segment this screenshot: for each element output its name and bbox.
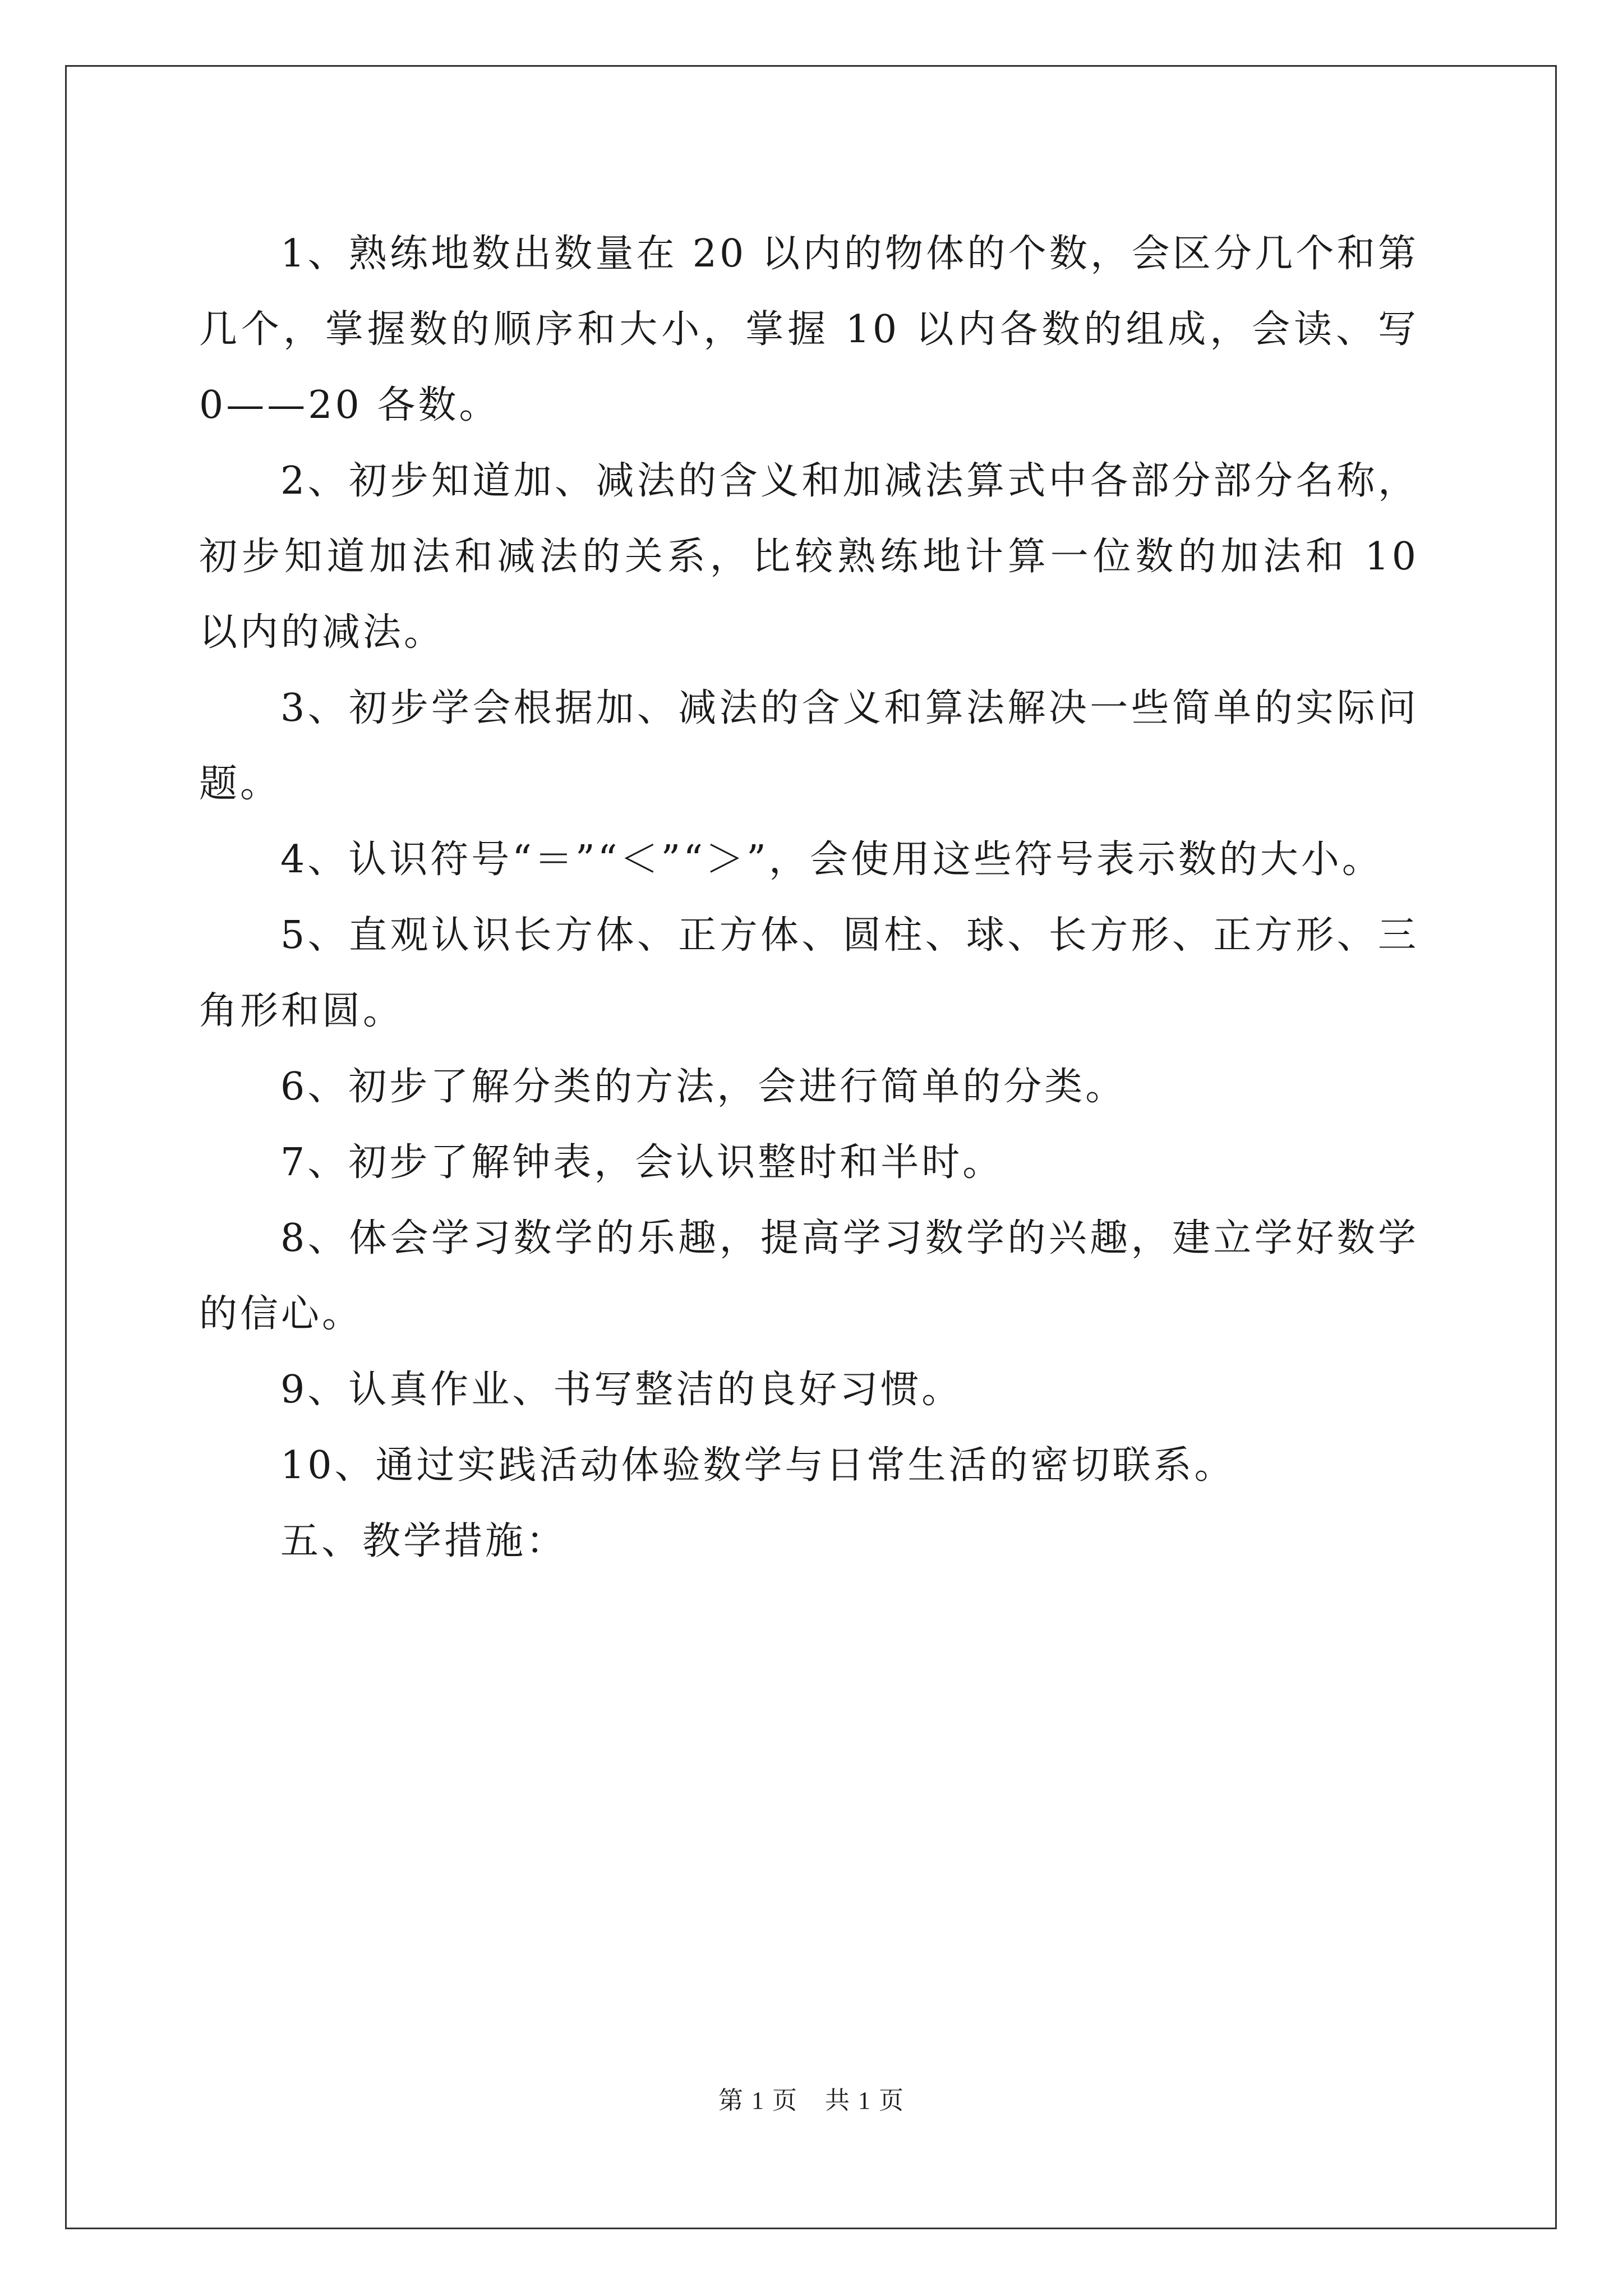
page-number: 第 1 页 [718, 2087, 798, 2114]
section-heading: 五、教学措施： [280, 1519, 568, 1563]
paragraph-5: 5、直观认识长方体、正方体、圆柱、球、长方形、正方形、三角形和圆。 [199, 913, 1419, 1033]
paragraph-6: 6、初步了解分类的方法，会进行简单的分类。 [280, 1065, 1127, 1109]
paragraph-2: 2、初步知道加、减法的含义和加减法算式中各部分部分名称，初步知道加法和减法的关系，比较熟练地计算一位数的加法和 10 以内的减法。 [199, 459, 1419, 655]
paragraph-7: 7、初步了解钟表，会认识整时和半时。 [280, 1140, 1004, 1185]
page-total: 共 1 页 [825, 2087, 905, 2114]
paragraph-10: 10、通过实践活动体验数学与日常生活的密切联系。 [280, 1443, 1235, 1488]
paragraph-4: 4、认识符号“＝”“＜”“＞”，会使用这些符号表示数的大小。 [280, 838, 1383, 882]
page-footer [0, 2080, 1623, 2116]
paragraph-3: 3、初步学会根据加、减法的含义和算法解决一些简单的实际问题。 [199, 686, 1419, 806]
paragraph-8: 8、体会学习数学的乐趣，提高学习数学的兴趣，建立学好数学的信心。 [199, 1216, 1419, 1336]
document-body [199, 216, 1419, 1579]
paragraph-9: 9、认真作业、书写整洁的良好习惯。 [280, 1368, 963, 1412]
paragraph-1: 1、熟练地数出数量在 20 以内的物体的个数，会区分几个和第几个，掌握数的顺序和大小，掌握 10 以内各数的组成，会读、写 0——20 各数。 [199, 232, 1419, 427]
